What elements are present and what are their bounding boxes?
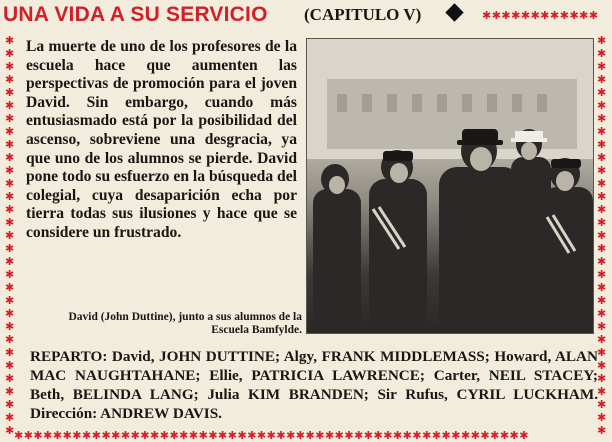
synopsis-text: La muerte de uno de los profesores de la escuela hace que aumenten las perspectivas de promoción para el joven David. Sin embargo, cuando más entusiasmado está por la posibilidad del ascenso, sobreviene una desgracia, ya que uno de los alumnos se pierde. David pone todo su esfuerzo en la búsqueda del colegial, cuya desaparición echa por tierra todas sus ilusiones y hace que se considere un frustrado. <box>26 38 297 241</box>
program-title: UNA VIDA A SU SERVICIO <box>3 3 268 26</box>
photo-caption: David (John Duttine), junto a sus alumnos de la Escuela Bamfylde. <box>68 311 302 336</box>
star-border-right: ✱✱✱✱✱✱✱✱✱✱✱✱✱✱✱✱✱✱✱✱✱✱✱✱✱✱✱✱✱✱✱ <box>597 34 607 437</box>
star-border-bottom: ✱✱✱✱✱✱✱✱✱✱✱✱✱✱✱✱✱✱✱✱✱✱✱✱✱✱✱✱✱✱✱✱✱✱✱✱✱✱✱✱✱✱✱✱✱✱✱✱✱✱✱✱✱ <box>14 430 529 441</box>
photo-illustration <box>307 39 593 333</box>
star-border-left: ✱✱✱✱✱✱✱✱✱✱✱✱✱✱✱✱✱✱✱✱✱✱✱✱✱✱✱✱✱✱✱ <box>5 34 15 437</box>
black-diamond-icon <box>445 3 463 21</box>
cast-credits: REPARTO: David, JOHN DUTTINE; Algy, FRANK MIDDLEMASS; Howard, ALAN MAC NAUGHTAHANE; Ellie, PATRICIA LAWRENCE; Carter, NEIL STACEY; Beth, BELINDA LANG; Julia KIM BRANDEN; Sir Rufus, CYRIL LUCKHAM. Dirección: ANDREW DAVIS. <box>30 348 598 422</box>
chapter-label: (CAPITULO V) <box>304 5 422 24</box>
star-border-top: ✱✱✱✱✱✱✱✱✱✱✱✱ <box>482 10 599 21</box>
episode-photo <box>306 38 594 334</box>
